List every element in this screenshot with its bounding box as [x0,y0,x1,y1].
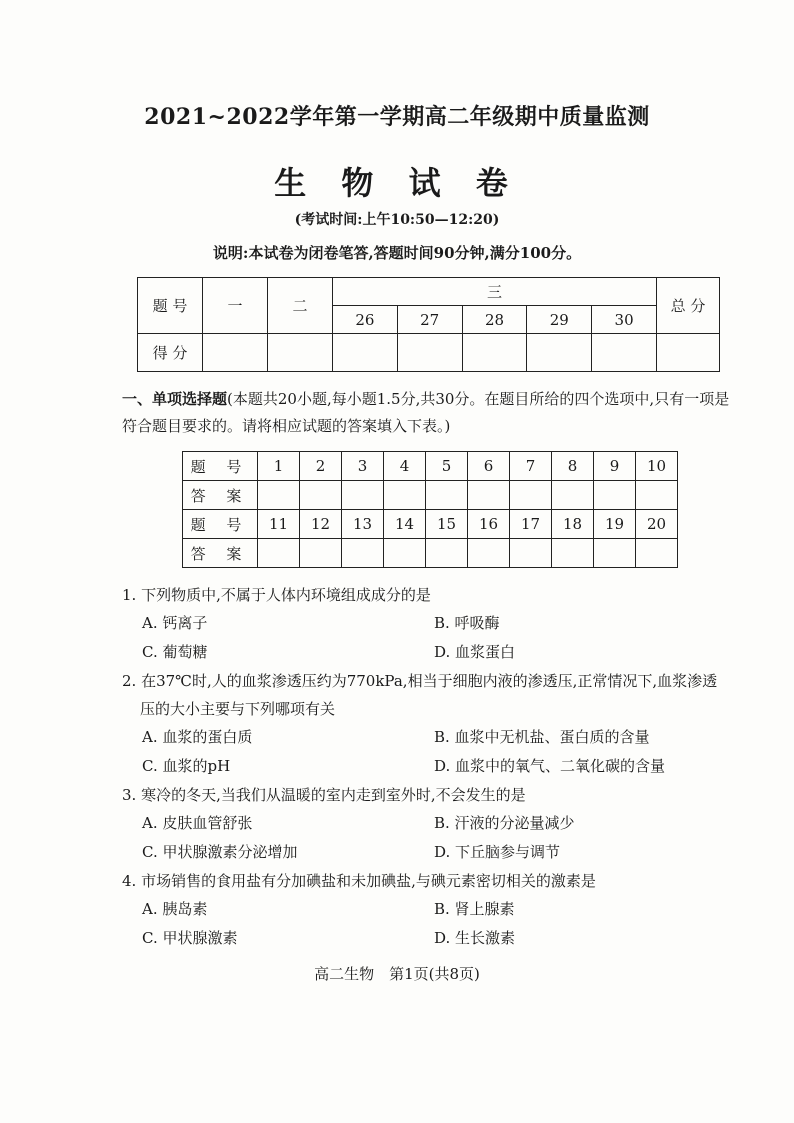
option-row [122,723,742,752]
score-label-number: 题 号 [138,278,203,334]
section-intro [122,386,742,440]
score-subcol: 29 [527,306,592,334]
answer-cell[interactable] [468,481,510,510]
answer-cell[interactable] [300,481,342,510]
table-row [183,539,678,568]
question-number: 1 [258,452,300,481]
score-cell[interactable] [462,334,527,372]
option-d: D. 生长激素 [434,929,516,947]
exam-title: 2021~2022学年第一学期高二年级期中质量监测 [144,104,650,130]
score-cell[interactable] [397,334,462,372]
option-row [122,838,742,867]
question-stem: 3. 寒冷的冬天,当我们从温暖的室内走到室外时,不会发生的是 [122,786,526,804]
option-c: C. 甲状腺激素 [142,929,238,947]
option-b: B. 汗液的分泌量减少 [434,814,575,832]
question-number: 4 [384,452,426,481]
question-4 [122,867,742,953]
answer-cell[interactable] [342,481,384,510]
score-cell[interactable] [592,334,657,372]
answer-cell[interactable] [258,539,300,568]
option-c: C. 甲状腺激素分泌增加 [142,843,298,861]
option-d: D. 血浆中的氧气、二氧化碳的含量 [434,757,666,775]
score-col-3: 三 [333,278,657,306]
subject-title: 生 物 试 卷 [274,164,520,202]
question-stem-continued: 压的大小主要与下列哪项有关 [140,700,336,718]
score-total: 总 分 [657,278,720,334]
option-row [122,638,742,667]
answer-table [182,451,678,568]
question-number: 5 [426,452,468,481]
answer-cell[interactable] [384,539,426,568]
question-number: 3 [342,452,384,481]
option-d: D. 下丘脑参与调节 [434,843,561,861]
answer-label-answer: 答 案 [183,539,258,568]
question-list [122,581,742,953]
option-row [122,895,742,924]
question-stem: 2. 在37℃时,人的血浆渗透压约为770kPa,相当于细胞内液的渗透压,正常情况下,血浆渗透 [122,672,718,690]
score-col-2: 二 [268,278,333,334]
answer-cell[interactable] [258,481,300,510]
score-cell[interactable] [333,334,398,372]
option-a: A. 钙离子 [142,614,208,632]
question-number: 11 [258,510,300,539]
answer-cell[interactable] [468,539,510,568]
question-number: 19 [594,510,636,539]
question-number: 13 [342,510,384,539]
option-row [122,809,742,838]
table-row [183,481,678,510]
answer-label-number: 题 号 [183,452,258,481]
answer-cell[interactable] [342,539,384,568]
question-number: 8 [552,452,594,481]
score-col-1: 一 [203,278,268,334]
exam-note: 说明:本试卷为闭卷笔答,答题时间90分钟,满分100分。 [212,244,582,262]
answer-cell[interactable] [300,539,342,568]
question-number: 16 [468,510,510,539]
answer-cell[interactable] [636,481,678,510]
option-a: A. 血浆的蛋白质 [142,728,253,746]
answer-cell[interactable] [552,481,594,510]
score-cell[interactable] [527,334,592,372]
score-subcol: 27 [397,306,462,334]
answer-label-number: 题 号 [183,510,258,539]
answer-cell[interactable] [594,481,636,510]
question-number: 12 [300,510,342,539]
answer-cell[interactable] [384,481,426,510]
option-c: C. 葡萄糖 [142,643,208,661]
score-cell[interactable] [203,334,268,372]
question-number: 9 [594,452,636,481]
section-heading: 一、单项选择题 [122,390,228,408]
question-number: 18 [552,510,594,539]
option-row [122,924,742,953]
table-row [183,452,678,481]
page-footer: 高二生物 第1页(共8页) [314,965,480,983]
score-label-score: 得 分 [138,334,203,372]
score-subcol: 26 [333,306,398,334]
question-number: 6 [468,452,510,481]
score-subcol: 30 [592,306,657,334]
option-row [122,609,742,638]
question-number: 15 [426,510,468,539]
question-stem: 4. 市场销售的食用盐有分加碘盐和未加碘盐,与碘元素密切相关的激素是 [122,872,596,890]
answer-cell[interactable] [510,481,552,510]
option-a: A. 皮肤血管舒张 [142,814,253,832]
option-b: B. 血浆中无机盐、蛋白质的含量 [434,728,650,746]
answer-cell[interactable] [636,539,678,568]
question-stem: 1. 下列物质中,不属于人体内环境组成成分的是 [122,586,431,604]
score-cell[interactable] [268,334,333,372]
score-cell[interactable] [657,334,720,372]
option-b: B. 肾上腺素 [434,900,515,918]
question-3 [122,781,742,867]
option-row [122,752,742,781]
answer-cell[interactable] [426,481,468,510]
table-row [183,510,678,539]
question-number: 14 [384,510,426,539]
question-number: 2 [300,452,342,481]
question-1 [122,581,742,667]
section-text: (本题共20小题,每小题1.5分,共30分。在题目所给的四个选项中,只有一项是符合题目要求的。请将相应试题的答案填入下表。) [122,390,730,435]
option-d: D. 血浆蛋白 [434,643,516,661]
answer-cell[interactable] [510,539,552,568]
answer-cell[interactable] [426,539,468,568]
question-number: 7 [510,452,552,481]
score-subcol: 28 [462,306,527,334]
score-table [137,277,720,372]
option-c: C. 血浆的pH [142,757,231,775]
answer-label-answer: 答 案 [183,481,258,510]
question-2 [122,667,742,781]
option-b: B. 呼吸酶 [434,614,500,632]
question-number: 20 [636,510,678,539]
option-a: A. 胰岛素 [142,900,208,918]
answer-cell[interactable] [594,539,636,568]
answer-cell[interactable] [552,539,594,568]
question-number: 10 [636,452,678,481]
question-number: 17 [510,510,552,539]
exam-time: (考试时间:上午10:50—12:20) [294,212,500,228]
